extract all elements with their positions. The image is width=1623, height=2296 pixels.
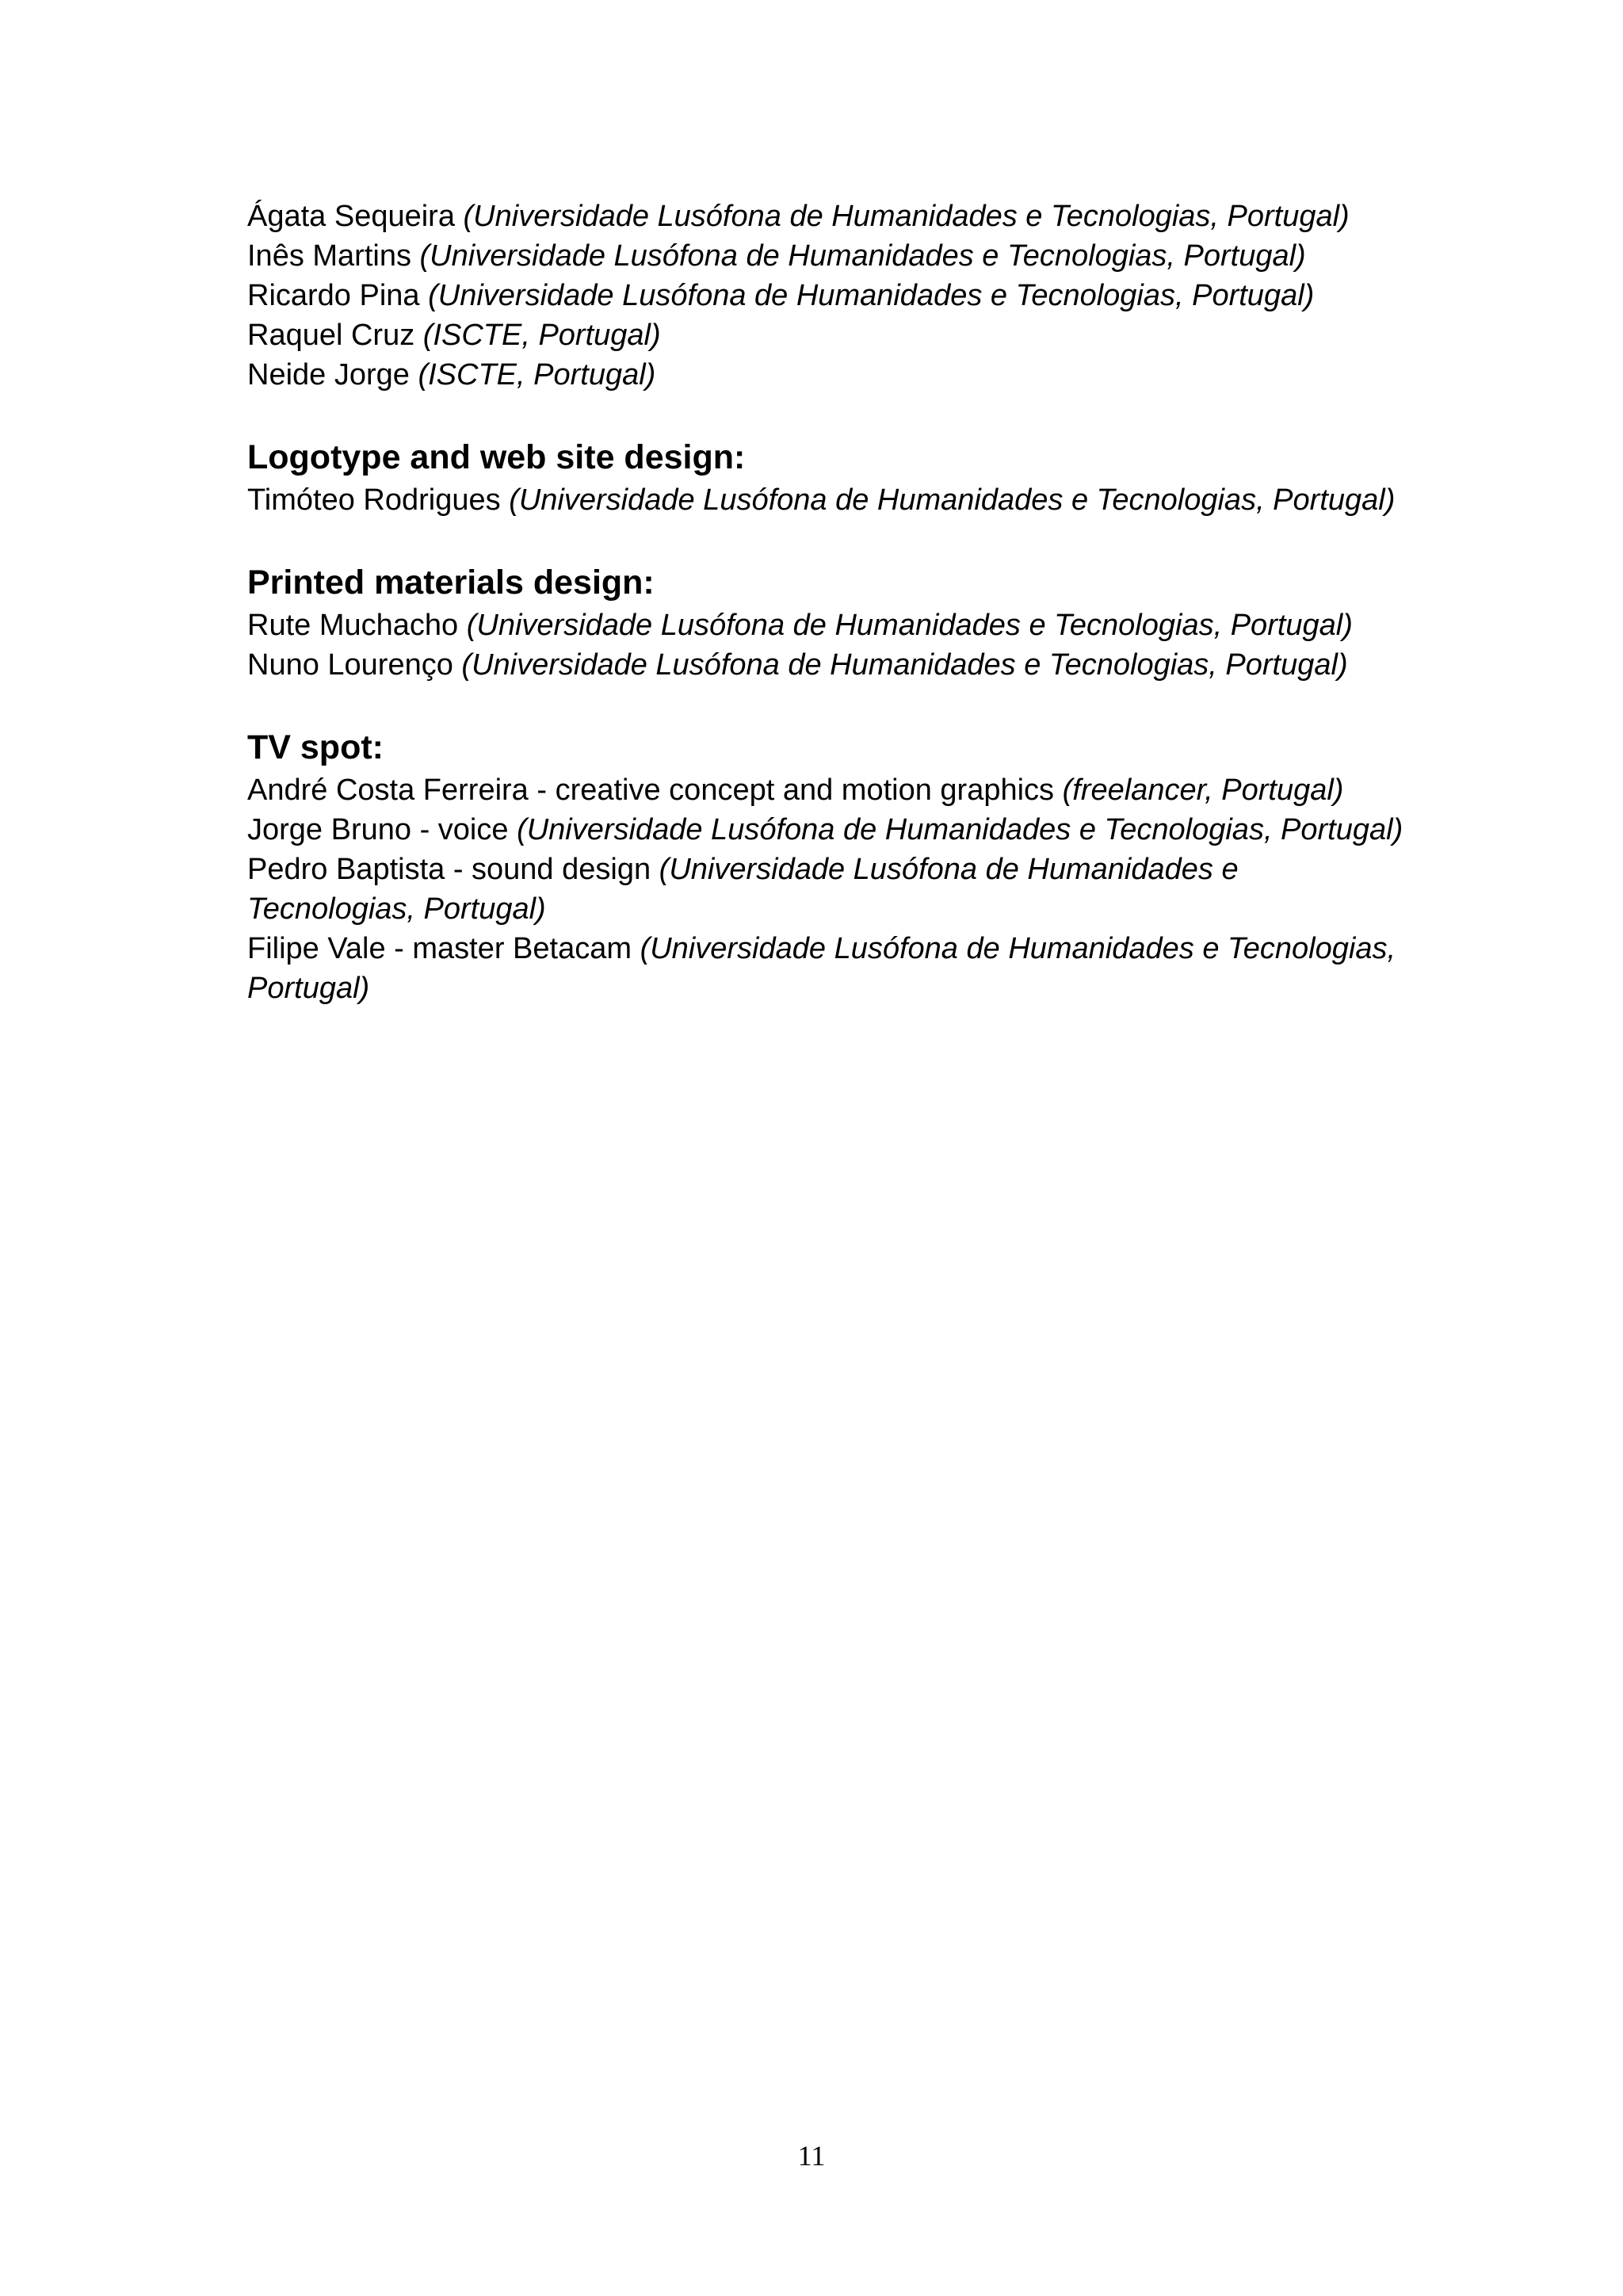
credit-entry: [247, 355, 1404, 395]
credit-affiliation: (freelancer, Portugal): [1062, 774, 1344, 807]
section-heading: TV spot:: [247, 728, 384, 766]
credit-name: Nuno Lourenço: [247, 648, 462, 682]
credit-name: Jorge Bruno - voice: [247, 813, 517, 846]
credit-entry: [247, 645, 1404, 685]
credit-name: Rute Muchacho: [247, 609, 467, 642]
section-heading: Printed materials design:: [247, 563, 655, 602]
credit-affiliation: (Universidade Lusófona de Humanidades e Tecnologias, Portugal): [509, 483, 1396, 517]
credit-entry: [247, 276, 1404, 315]
page-content: [247, 197, 1404, 1008]
credit-name: Neide Jorge: [247, 358, 418, 392]
tv-spot-section: [247, 726, 1404, 1008]
credit-name: Timóteo Rodrigues: [247, 483, 510, 517]
credit-name: André Costa Ferreira - creative concept and motion graphics: [247, 774, 1063, 807]
credit-entry: [247, 929, 1404, 1008]
credit-name: Ágata Sequeira: [247, 200, 464, 233]
credit-entry: [247, 810, 1404, 850]
section-heading: Logotype and web site design:: [247, 438, 746, 476]
credit-entry: [247, 315, 1404, 355]
printed-materials-section: [247, 561, 1404, 685]
credit-name: Inês Martins: [247, 239, 420, 273]
credit-affiliation: (Universidade Lusófona de Humanidades e Tecnologias, Portugal): [419, 239, 1306, 273]
credit-affiliation: (ISCTE, Portugal): [418, 358, 656, 392]
credit-name: Raquel Cruz: [247, 319, 423, 352]
credit-affiliation: (ISCTE, Portugal): [422, 319, 661, 352]
credit-entry: [247, 480, 1404, 520]
credit-name: Pedro Baptista - sound design: [247, 853, 659, 886]
credit-affiliation: (Universidade Lusófona de Humanidades e Tecnologias, Portugal): [247, 853, 1239, 926]
credit-affiliation: (Universidade Lusófona de Humanidades e Tecnologias, Portugal): [463, 200, 1350, 233]
credit-name: Filipe Vale - master Betacam: [247, 932, 640, 965]
logotype-section: [247, 436, 1404, 520]
credit-affiliation: (Universidade Lusófona de Humanidades e Tecnologias, Portugal): [466, 609, 1353, 642]
credit-entry: [247, 606, 1404, 645]
credit-entry: [247, 770, 1404, 810]
credit-affiliation: (Universidade Lusófona de Humanidades e Tecnologias, Portugal): [461, 648, 1348, 682]
page-number: 11: [797, 2140, 826, 2172]
credit-affiliation: (Universidade Lusófona de Humanidades e Tecnologias, Portugal): [428, 279, 1315, 312]
credit-affiliation: (Universidade Lusófona de Humanidades e Tecnologias, Portugal): [247, 932, 1396, 1005]
credit-entry: [247, 850, 1404, 929]
intro-credits: [247, 197, 1404, 395]
credit-name: Ricardo Pina: [247, 279, 429, 312]
credit-entry: [247, 197, 1404, 236]
credit-affiliation: (Universidade Lusófona de Humanidades e Tecnologias, Portugal): [517, 813, 1403, 846]
credit-entry: [247, 236, 1404, 276]
